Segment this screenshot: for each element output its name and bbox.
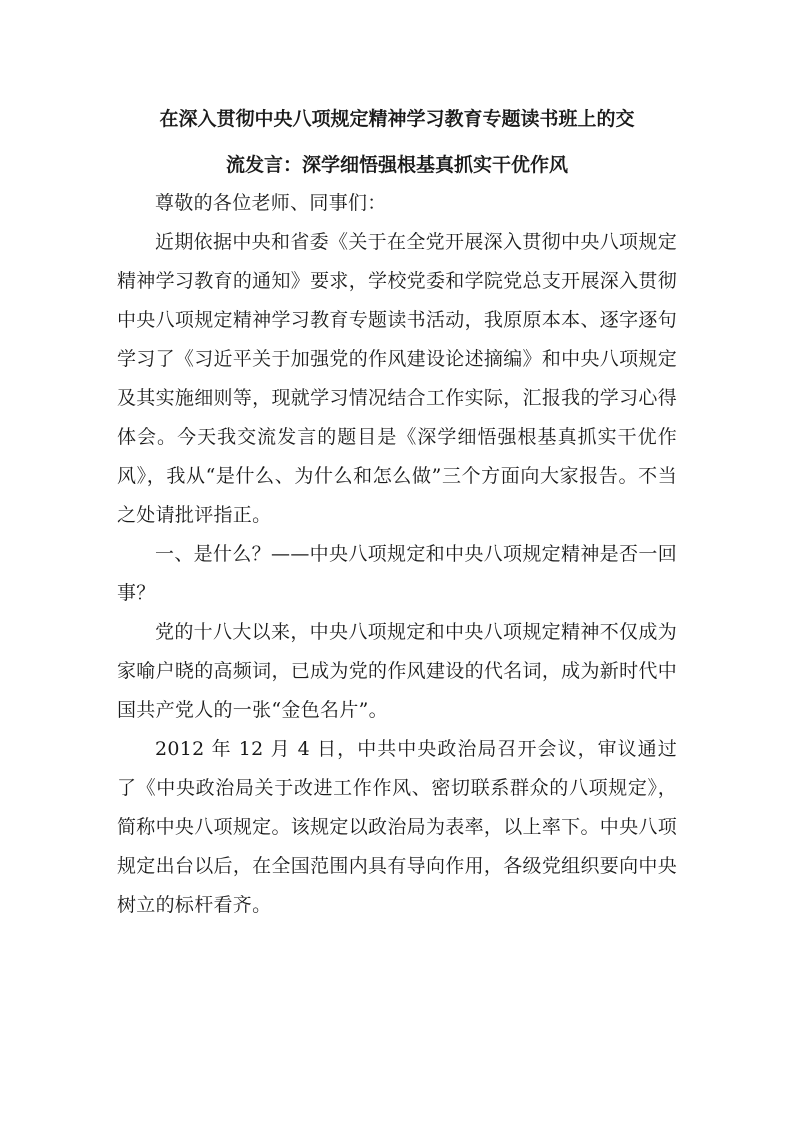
paragraph-2: 党的十八大以来，中央八项规定和中央八项规定精神不仅成为家喻户晓的高频词，已成为党的作风建设的代名词，成为新时代中国共产党人的一张“金色名片”。 <box>117 621 677 721</box>
title-line-2: 流发言：深学细悟强根基真抓实干优作风 <box>225 154 568 176</box>
paragraph-intro: 近期依据中央和省委《关于在全党开展深入贯彻中央八项规定精神学习教育的通知》要求，学校党委和学院党总支开展深入贯彻中央八项规定精神学习教育专题读书活动，我原原本本、逐字逐句学习了《习近平关于加强党的作风建设论述摘编》和中央八项规定及其实施细则等，现就学习情况结合工作实际，汇报我的学习心得体会。今天我交流发言的题目是《深学细悟强根基真抓实干优作风》，我从“是什么、为什么和怎么做”三个方面向大家报告。不当之处请批评指正。 <box>117 231 677 526</box>
section-heading-1: 一、是什么？——中央八项规定和中央八项规定精神是否一回事？ <box>117 543 677 604</box>
document-title <box>117 96 677 188</box>
paragraph-3: 2012 年 12 月 4 日，中共中央政治局召开会议，审议通过了《中央政治局关于改进工作作风、密切联系群众的八项规定》，简称中央八项规定。该规定以政治局为表率，以上率下。中央八项规定出台以后，在全国范围内具有导向作用，各级党组织要向中央树立的标杆看齐。 <box>117 738 677 916</box>
title-line-1: 在深入贯彻中央八项规定精神学习教育专题读书班上的交 <box>159 108 635 130</box>
salutation: 尊敬的各位老师、同事们： <box>155 192 387 214</box>
document-body <box>117 96 677 925</box>
